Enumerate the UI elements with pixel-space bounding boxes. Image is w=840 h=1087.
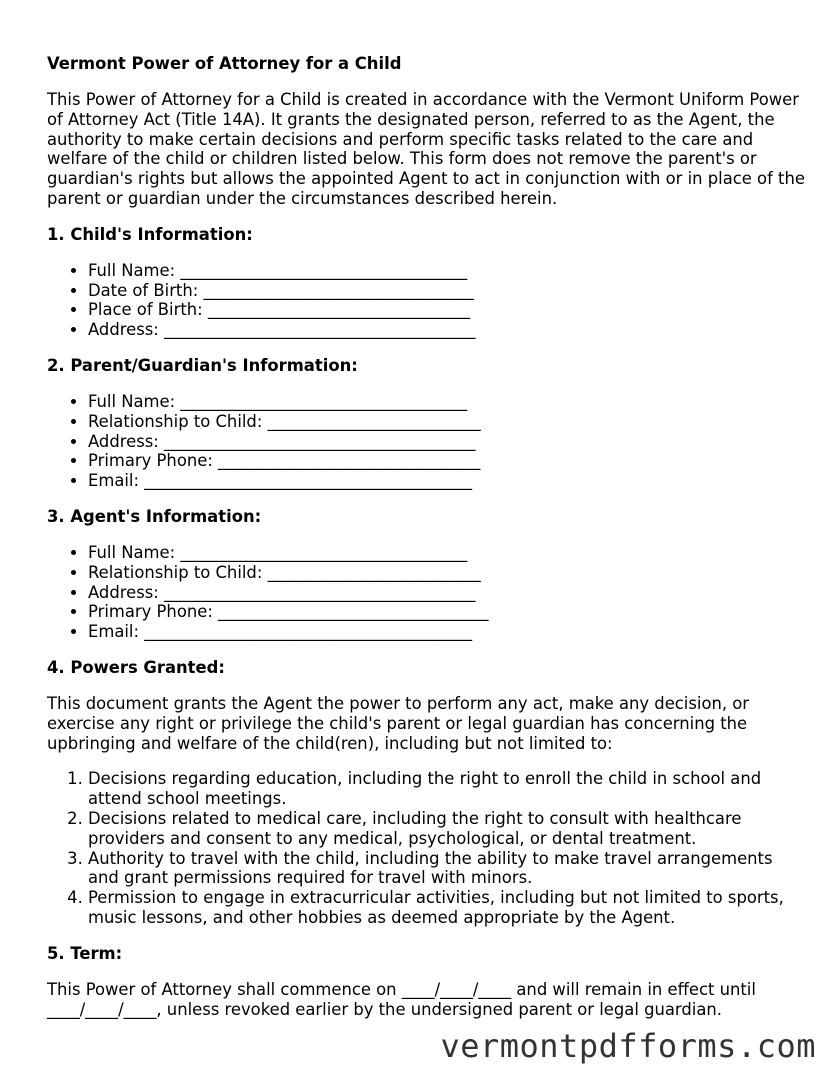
agent-fields-list <box>47 543 807 642</box>
powers-list <box>47 769 807 927</box>
agent-section-heading: 3. Agent's Information: <box>47 506 262 526</box>
agent-full-name-field[interactable]: • Full Name: ___________________________________ <box>88 543 807 563</box>
child-address-field[interactable]: • Address: ______________________________________ <box>88 320 807 340</box>
power-item-travel: 3. Authority to travel with the child, including the ability to make travel arrangements and grant permissions required for travel with minors. <box>88 849 807 889</box>
agent-email-field[interactable]: • Email: ________________________________________ <box>88 622 807 642</box>
power-item-medical: 2. Decisions related to medical care, including the right to consult with healthcare providers and consent to any medical, psychological, or dental treatment. <box>88 809 807 849</box>
document-page <box>47 54 807 1035</box>
parent-fields-list <box>47 392 807 491</box>
site-watermark: vermontpdfforms.com <box>440 1027 816 1065</box>
powers-intro-paragraph: This document grants the Agent the power to perform any act, make any decision, or exercise any right or privilege the child's parent or legal guardian has concerning the upbringing and welfare of the child(ren), including but not limited to: <box>47 693 750 753</box>
child-full-name-field[interactable]: • Full Name: ___________________________________ <box>88 261 807 281</box>
parent-phone-field[interactable]: • Primary Phone: ________________________________ <box>88 451 807 471</box>
power-item-education: 1. Decisions regarding education, including the right to enroll the child in school and attend school meetings. <box>88 769 807 809</box>
powers-section-heading: 4. Powers Granted: <box>47 657 225 677</box>
term-section-heading: 5. Term: <box>47 943 123 963</box>
parent-full-name-field[interactable]: • Full Name: ___________________________________ <box>88 392 807 412</box>
child-fields-list <box>47 261 807 340</box>
parent-address-field[interactable]: • Address: ______________________________________ <box>88 432 807 452</box>
intro-paragraph: This Power of Attorney for a Child is created in accordance with the Vermont Uniform Power of Attorney Act (Title 14A). It grants the designated person, referred to as the Agent, the authority to make certain decisions and perform specific tasks related to the care and welfare of the child or children listed below. This form does not remove the parent's or guardian's rights but allows the appointed Agent to act in conjunction with or in place of the parent or guardian under the circumstances described herein. <box>47 90 805 208</box>
document-title: Vermont Power of Attorney for a Child <box>47 54 402 73</box>
power-item-extracurricular: 4. Permission to engage in extracurricular activities, including but not limited to sports, music lessons, and other hobbies as deemed appropriate by the Agent. <box>88 888 807 928</box>
child-date-of-birth-field[interactable]: • Date of Birth: _________________________________ <box>88 281 807 301</box>
agent-phone-field[interactable]: • Primary Phone: _________________________________ <box>88 602 807 622</box>
parent-section-heading: 2. Parent/Guardian's Information: <box>47 355 358 375</box>
term-paragraph[interactable]: This Power of Attorney shall commence on ____/____/____ and will remain in effect until ____/____/____, unless revoked earlier by the undersigned parent or legal guardian. <box>47 979 756 1019</box>
parent-relationship-field[interactable]: • Relationship to Child: __________________________ <box>88 412 807 432</box>
agent-address-field[interactable]: • Address: ______________________________________ <box>88 583 807 603</box>
agent-relationship-field[interactable]: • Relationship to Child: __________________________ <box>88 563 807 583</box>
child-place-of-birth-field[interactable]: • Place of Birth: ________________________________ <box>88 300 807 320</box>
child-section-heading: 1. Child's Information: <box>47 224 253 244</box>
parent-email-field[interactable]: • Email: ________________________________________ <box>88 471 807 491</box>
